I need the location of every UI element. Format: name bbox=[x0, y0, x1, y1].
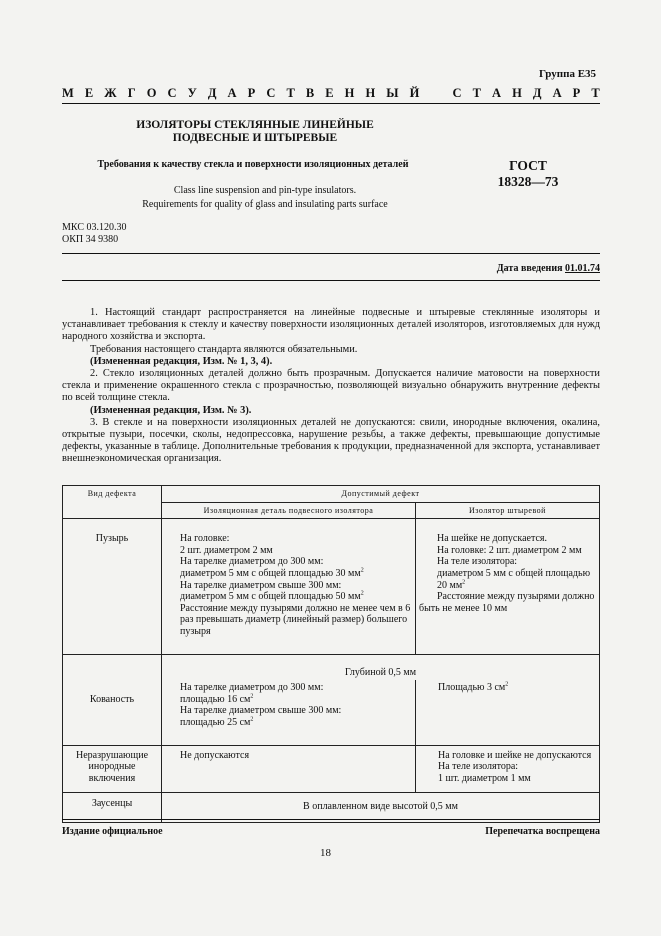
banner-letter: Й bbox=[409, 86, 420, 100]
bubble-pin-line: На шейке не допускается. bbox=[437, 533, 547, 545]
forging-pin-text: Площадью 3 см bbox=[438, 682, 506, 694]
banner-letter: Н bbox=[344, 86, 355, 100]
header-allowed-defect: Допустимый дефект bbox=[162, 486, 600, 503]
banner-letter: С bbox=[266, 86, 276, 100]
banner-letter: С bbox=[452, 86, 462, 100]
banner-letter: В bbox=[305, 86, 315, 100]
mks-code: МКС 03.120.30 bbox=[62, 222, 127, 233]
bubble-susp-text: диаметром 5 мм с общей площадью 30 мм bbox=[180, 567, 361, 579]
forging-susp-line: На тарелке диаметром свыше 300 мм: bbox=[180, 705, 342, 717]
bubble-susp-line: На тарелке диаметром до 300 мм: bbox=[180, 556, 324, 568]
forging-depth: Глубиной 0,5 мм bbox=[162, 654, 600, 680]
amendment-note-2: (Измененная редакция, Изм. № 3). bbox=[90, 404, 252, 416]
bubble-susp-line: На тарелке диаметром свыше 300 мм: bbox=[180, 579, 342, 591]
bubble-susp-line: 2 шт. диаметром 2 мм bbox=[180, 544, 273, 556]
header-rule bbox=[62, 103, 600, 104]
banner-letter: А bbox=[552, 86, 562, 100]
banner-letter: Г bbox=[127, 86, 136, 100]
bubble-pin-line: Расстояние между пузырями должно быть не менее 10 мм bbox=[419, 591, 595, 614]
document-body bbox=[62, 307, 600, 466]
inclusions-pin-line: На головке и шейке не допускаются bbox=[438, 749, 592, 761]
superscript: 2 bbox=[250, 693, 254, 700]
table-row bbox=[63, 519, 600, 654]
banner-letter: Е bbox=[84, 86, 94, 100]
forging-susp-text: площадью 25 см bbox=[180, 716, 251, 728]
bubble-susp-line bbox=[180, 568, 412, 580]
title-line-2: ПОДВЕСНЫЕ И ШТЫРЕВЫЕ bbox=[172, 132, 338, 144]
bubble-susp-line: На головке: bbox=[180, 533, 230, 545]
standard-banner bbox=[62, 86, 600, 101]
bubble-pin-line bbox=[419, 568, 596, 591]
footer-official-edition: Издание официальное bbox=[62, 826, 163, 837]
bubble-pin-line: На теле изолятора: bbox=[437, 556, 518, 568]
defects-table bbox=[62, 485, 600, 823]
paragraph-1: 1. Настоящий стандарт распространяется на линейные подвесные и штыревые стеклянные изоляторы и устанавливает требования к стеклу и качеству поверхности изоляционных деталей изоляторов, изготовляемых для нужд народного хозяйства и экспорта. bbox=[62, 307, 600, 343]
document-title bbox=[90, 119, 420, 145]
row-name-bubble: Пузырь bbox=[63, 519, 162, 654]
bubble-pin bbox=[416, 519, 600, 654]
banner-letter: Т bbox=[591, 86, 600, 100]
footer-reprint-prohibited: Перепечатка воспрещена bbox=[485, 826, 600, 837]
superscript: 2 bbox=[462, 579, 466, 586]
superscript: 2 bbox=[250, 716, 254, 723]
banner-letter: С bbox=[167, 86, 177, 100]
forging-suspension bbox=[162, 680, 416, 745]
title-line-1: ИЗОЛЯТОРЫ СТЕКЛЯННЫЕ ЛИНЕЙНЫЕ bbox=[136, 119, 374, 131]
banner-letter: Т bbox=[286, 86, 295, 100]
banner-letter: Н bbox=[512, 86, 522, 100]
table-row bbox=[63, 745, 600, 793]
paragraph-3: 3. В стекле и на поверхности изоляционных деталей не допускаются: свили, инородные включения, окалина, открытые пузыри, посечки, сколы, недопрессовка, нарушение резьбы, а также дефекты, превышающие допустимые дефекты, указанные в таблице. Дополнительные требования к продукции, предназначенной для экспорта, устанавливает внешнеэкономическая организация. bbox=[62, 416, 600, 465]
superscript: 2 bbox=[360, 590, 364, 597]
english-title-line-1: Class line suspension and pin-type insulators. bbox=[173, 185, 357, 196]
bubble-susp-line: Расстояние между пузырями должно не менее чем в 6 раз превышать диаметр (линейный размер) большего пузыря bbox=[180, 602, 411, 637]
banner-letter: Т bbox=[472, 86, 481, 100]
header-suspension-insulator: Изоляционная деталь подвесного изолятора bbox=[162, 502, 416, 519]
inclusions-pin bbox=[416, 745, 600, 793]
okp-code: ОКП 34 9380 bbox=[62, 234, 119, 245]
row-name-burrs: Заусенцы bbox=[63, 793, 162, 823]
paragraph-mandatory: Требования настоящего стандарта являются обязательными. bbox=[90, 343, 358, 355]
bubble-susp-text: диаметром 5 мм с общей площадью 50 мм bbox=[180, 591, 361, 603]
date-rule bbox=[62, 280, 600, 281]
banner-letter: Ы bbox=[386, 86, 399, 100]
banner-letter: У bbox=[187, 86, 197, 100]
english-title-line-2: Requirements for quality of glass and insulating parts surface bbox=[142, 199, 388, 210]
row-name-forging: Кованость bbox=[63, 654, 162, 745]
bubble-pin-line: На головке: 2 шт. диаметром 2 мм bbox=[437, 544, 582, 556]
header-pin-insulator: Изолятор штыревой bbox=[416, 502, 600, 519]
english-title bbox=[100, 184, 430, 212]
superscript: 2 bbox=[505, 681, 509, 688]
gost-number bbox=[488, 158, 568, 190]
banner-letter: Д bbox=[207, 86, 217, 100]
banner-letter: М bbox=[62, 86, 74, 100]
bubble-pin-text: диаметром 5 мм с общей площадью 20 мм bbox=[437, 567, 591, 591]
group-code: Группа Е35 bbox=[539, 68, 597, 80]
row-name-inclusions: Неразрушающие инородные включения bbox=[63, 745, 162, 793]
inclusions-pin-line: На теле изолятора: bbox=[438, 761, 519, 773]
banner-letter: Д bbox=[532, 86, 542, 100]
gost-label: ГОСТ bbox=[509, 158, 547, 173]
banner-letter: Н bbox=[365, 86, 376, 100]
gost-code: 18328—73 bbox=[497, 174, 559, 189]
banner-letter: Р bbox=[247, 86, 256, 100]
amendment-note-1: (Измененная редакция, Изм. № 1, 3, 4). bbox=[90, 355, 273, 367]
bubble-susp-line bbox=[180, 591, 412, 603]
forging-pin bbox=[416, 680, 600, 745]
table-row bbox=[63, 654, 600, 680]
banner-letter: Е bbox=[325, 86, 334, 100]
page-number: 18 bbox=[320, 847, 331, 859]
bubble-suspension bbox=[162, 519, 416, 654]
effective-date-label: Дата введения bbox=[496, 263, 563, 274]
forging-susp-line bbox=[180, 717, 412, 729]
forging-susp-line: На тарелке диаметром до 300 мм: bbox=[180, 682, 324, 694]
effective-date bbox=[440, 263, 600, 274]
banner-letter: Р bbox=[572, 86, 581, 100]
forging-susp-text: площадью 16 см bbox=[180, 693, 251, 705]
table-header-row bbox=[63, 486, 600, 503]
burrs-value: В оплавленном виде высотой 0,5 мм bbox=[162, 793, 600, 823]
inclusions-suspension: Не допускаются bbox=[162, 745, 416, 793]
header-defect-type: Вид дефекта bbox=[63, 486, 162, 519]
title-rule bbox=[62, 253, 600, 254]
table-row bbox=[63, 793, 600, 823]
document-subtitle: Требования к качеству стекла и поверхности изоляционных деталей bbox=[97, 159, 409, 170]
inclusions-pin-line: 1 шт. диаметром 1 мм bbox=[438, 772, 531, 784]
banner-letter: А bbox=[492, 86, 502, 100]
superscript: 2 bbox=[360, 567, 364, 574]
banner-letter: Ж bbox=[104, 86, 117, 100]
forging-susp-line bbox=[180, 694, 412, 706]
banner-letter: О bbox=[146, 86, 157, 100]
effective-date-value: 01.01.74 bbox=[565, 263, 600, 274]
footer-rule bbox=[62, 819, 600, 820]
paragraph-2: 2. Стекло изоляционных деталей должно быть прозрачным. Допускается наличие матовости на поверхности стекла и применение окрашенного стекла с прозрачностью, позволяющей визуально обнаружить внутренние дефекты по всей толщине стекла. bbox=[62, 368, 600, 404]
classification-codes bbox=[62, 222, 126, 246]
banner-letter: А bbox=[227, 86, 237, 100]
